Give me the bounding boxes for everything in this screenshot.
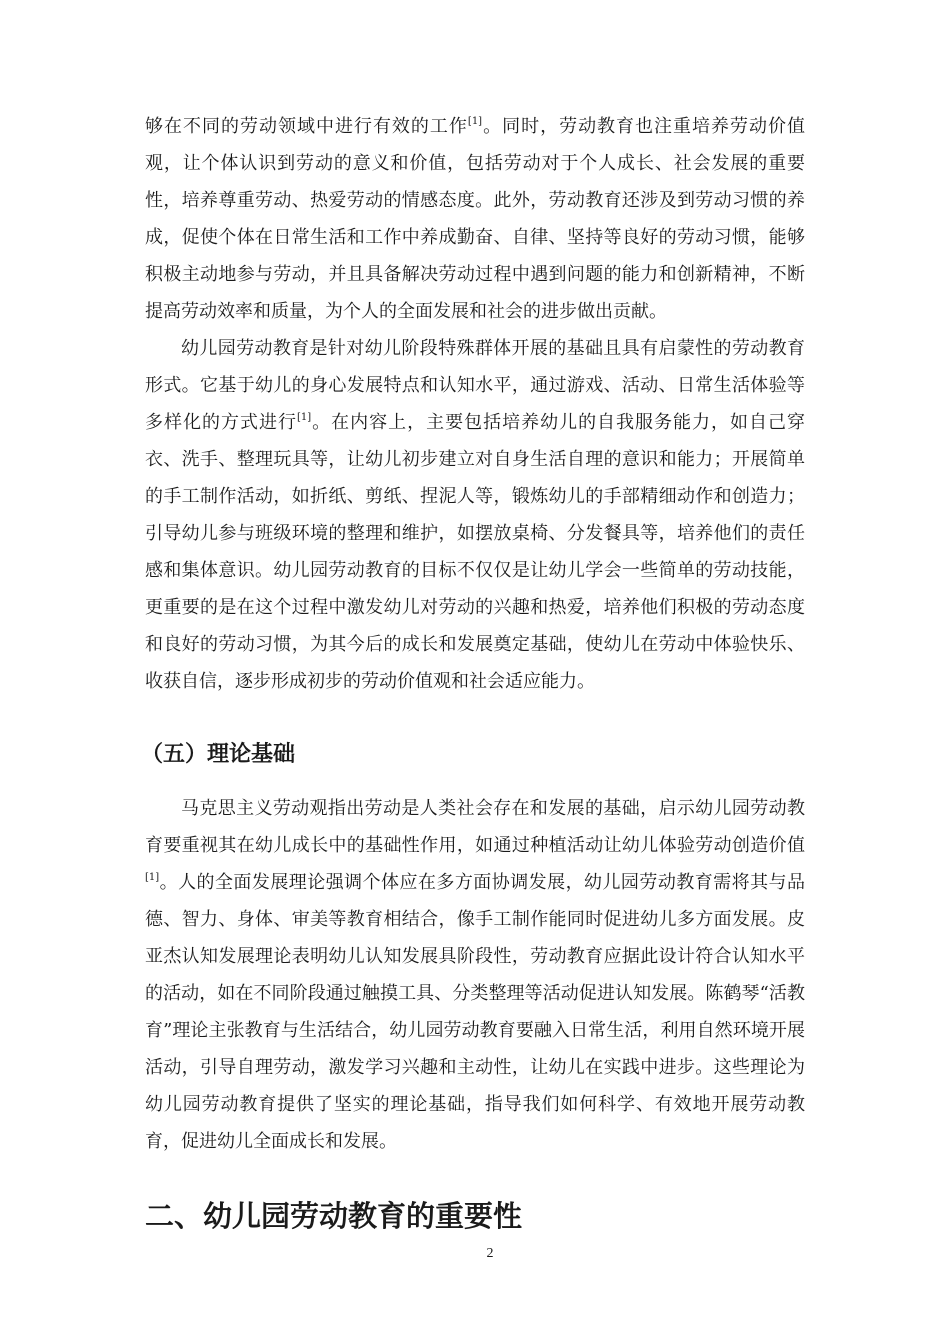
paragraph-text: 够在不同的劳动领域中进行有效的工作 <box>145 116 468 137</box>
paragraph-text: 。在内容上，主要包括培养幼儿的自我服务能力，如自己穿衣、洗手、整理玩具等，让幼儿初步建立对自身生活自理的意识和能力；开展简单的手工制作活动，如折纸、剪纸、捏泥人等，锻炼幼儿的手部精细动作和创造力；引导幼儿参与班级环境的整理和维护，如摆放桌椅、分发餐具等，培养他们的责任感和集体意识。幼儿园劳动教育的目标不仅仅是让幼儿学会一些简单的劳动技能，更重要的是在这个过程中激发幼儿对劳动的兴趣和热爱，培养他们积极的劳动态度和良好的劳动习惯，为其今后的成长和发展奠定基础，使幼儿在劳动中体验快乐、收获自信，逐步形成初步的劳动价值观和社会适应能力。 <box>145 412 806 692</box>
citation-marker: [1] <box>467 116 483 127</box>
page-body <box>141 108 806 1236</box>
citation-marker: [1] <box>296 412 312 423</box>
paragraph-text: 。人的全面发展理论强调个体应在多方面协调发展，幼儿园劳动教育需将其与品德、智力、身体、审美等教育相结合，像手工制作能同时促进幼儿多方面发展。皮亚杰认知发展理论表明幼儿认知发展具阶段性，劳动教育应据此设计符合认知水平的活动，如在不同阶段通过触摸工具、分类整理等活动促进认知发展。陈鹤琴“活教育”理论主张教育与生活结合，幼儿园劳动教育要融入日常生活，利用自然环境开展活动，引导自理劳动，激发学习兴趣和主动性，让幼儿在实践中进步。这些理论为幼儿园劳动教育提供了坚实的理论基础，指导我们如何科学、有效地开展劳动教育，促进幼儿全面成长和发展。 <box>145 872 805 1152</box>
paragraph-labor-education-continued <box>145 108 805 330</box>
paragraph-text: 。同时，劳动教育也注重培养劳动价值观，让个体认识到劳动的意义和价值，包括劳动对于个人成长、社会发展的重要性，培养尊重劳动、热爱劳动的情感态度。此外，劳动教育还涉及到劳动习惯的养成，促使个体在日常生活和工作中养成勤奋、自律、坚持等良好的劳动习惯，能够积极主动地参与劳动，并且具备解决劳动过程中遇到问题的能力和创新精神，不断提高劳动效率和质量，为个人的全面发展和社会的进步做出贡献。 <box>145 116 806 322</box>
paragraph-text: 幼儿园劳动教育是针对幼儿阶段特殊群体开展的基础且具有启蒙性的劳动教育形式。它基于幼儿的身心发展特点和认知水平，通过游戏、活动、日常生活体验等多样化的方式进行 <box>145 338 805 433</box>
chapter-heading-importance: 二、幼儿园劳动教育的重要性 <box>145 1199 523 1233</box>
paragraph-theoretical-basis <box>145 790 805 1160</box>
paragraph-text: 马克思主义劳动观指出劳动是人类社会存在和发展的基础，启示幼儿园劳动教育要重视其在幼儿成长中的基础性作用，如通过种植活动让幼儿体验劳动创造价值 <box>145 798 805 856</box>
section-heading-theoretical-basis: （五）理论基础 <box>141 742 296 767</box>
citation-marker: [1] <box>145 872 160 883</box>
page-number: 2 <box>486 1246 494 1261</box>
paragraph-kindergarten-labor-education <box>145 330 805 700</box>
